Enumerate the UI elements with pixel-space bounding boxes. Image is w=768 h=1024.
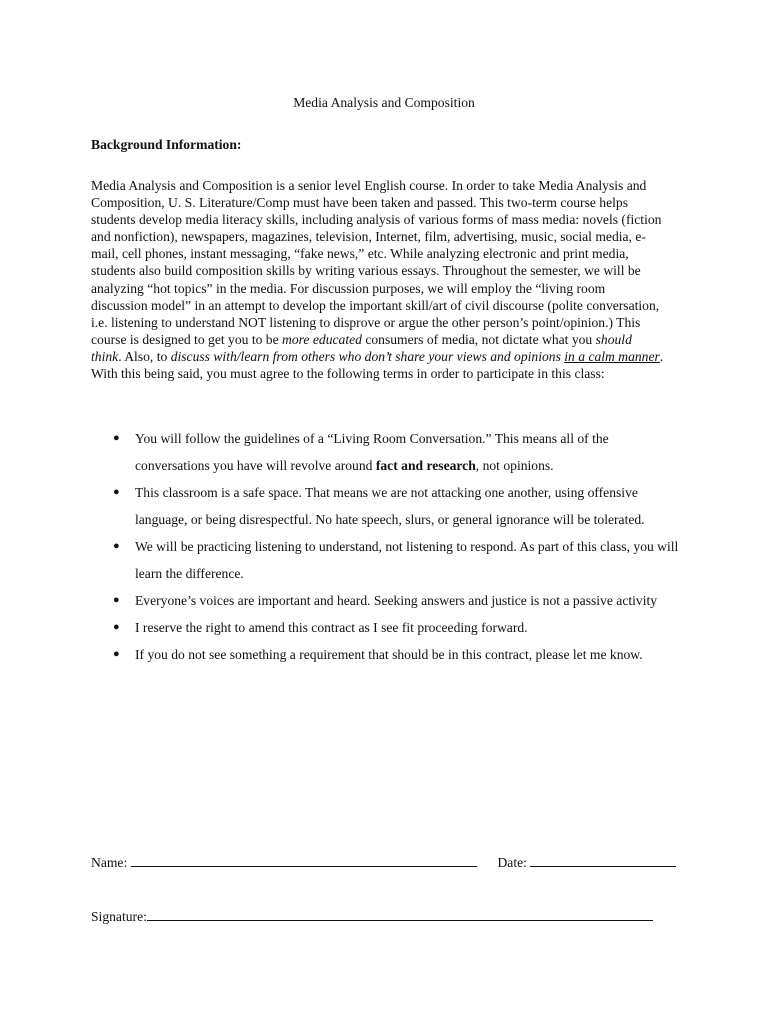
- rule-text: , not opinions.: [475, 458, 554, 473]
- rule-text: I reserve the right to amend this contract as I see fit proceeding forward.: [135, 620, 528, 635]
- signature-label: Signature:: [91, 909, 147, 924]
- rule-item: [91, 533, 681, 587]
- rule-item: [91, 425, 681, 479]
- section-heading: Background Information:: [91, 137, 242, 152]
- bullet-icon: ●: [113, 540, 120, 552]
- bullet-icon: ●: [113, 621, 120, 633]
- rule-item: [91, 587, 681, 614]
- rule-text: Everyone’s voices are important and heard. Seeking answers and justice is not a passive activity: [135, 593, 658, 608]
- rule-bold-text: fact and research: [375, 458, 476, 473]
- date-field[interactable]: [530, 853, 676, 867]
- rule-text: We will be practicing listening to understand, not listening to respond. As part of this class, you will learn the difference.: [135, 539, 679, 581]
- paragraph-emphasis: should think: [91, 331, 632, 364]
- date-label: Date:: [497, 855, 527, 870]
- paragraph-text: Media Analysis and Composition is a senior level English course. In order to take Media Analysis and Composition, U. S. Literature/Comp must have been taken and passed. This two-term course helps students develop media literacy skills, including analysis of various forms of mass media: novels (fiction and nonfiction), newspapers, magazines, television, Internet, film, advertising, music, social media, e-mail, cell phones, instant messaging, “fake news,” etc. While analyzing electronic and print media, students also build composition skills by writing various essays. Throughout the semester, we will be analyzing “hot topics” in the media. For discussion purposes, we will employ the “living room discussion model” in an attempt to develop the important skill/art of civil discourse (polite conversation, i.e. listening to understand NOT listening to disprove or argue the other person’s point/opinion.) This course is designed to get you to be: [91, 178, 662, 347]
- rule-item: [91, 641, 681, 668]
- rule-text: This classroom is a safe space. That means we are not attacking one another, using offensive language, or being disrespectful. No hate speech, slurs, or general ignorance will be tolerated.: [135, 485, 645, 527]
- rule-item: [91, 479, 681, 533]
- paragraph-emphasis: more educated: [282, 331, 362, 347]
- bullet-icon: ●: [113, 648, 120, 660]
- rule-text: If you do not see something a requirement that should be in this contract, please let me know.: [135, 647, 643, 662]
- background-paragraph: [91, 177, 665, 382]
- paragraph-emphasis: discuss with/learn from others who don’t share your views and opinions: [170, 348, 565, 364]
- paragraph-text: . Also, to: [118, 348, 171, 364]
- rule-item: [91, 614, 681, 641]
- paragraph-text: consumers of media, not dictate what you: [361, 331, 596, 347]
- name-field[interactable]: [131, 853, 477, 867]
- document-title: Media Analysis and Composition: [293, 95, 475, 110]
- name-label: Name:: [91, 855, 128, 870]
- paragraph-text: . With this being said, you must agree to the following terms in order to participate in this class:: [91, 348, 664, 382]
- paragraph-underlined-emphasis: in a calm manner: [564, 348, 660, 364]
- bullet-icon: ●: [113, 594, 120, 606]
- bullet-icon: ●: [113, 486, 120, 498]
- rule-text: You will follow the guidelines of a “Living Room Conversation.” This means all of the conversations you have will revolve around: [135, 431, 609, 473]
- name-date-row: [91, 853, 676, 871]
- bullet-icon: ●: [113, 432, 120, 444]
- signature-field[interactable]: [147, 907, 653, 921]
- signature-row: [91, 907, 653, 925]
- rules-list: [91, 425, 681, 668]
